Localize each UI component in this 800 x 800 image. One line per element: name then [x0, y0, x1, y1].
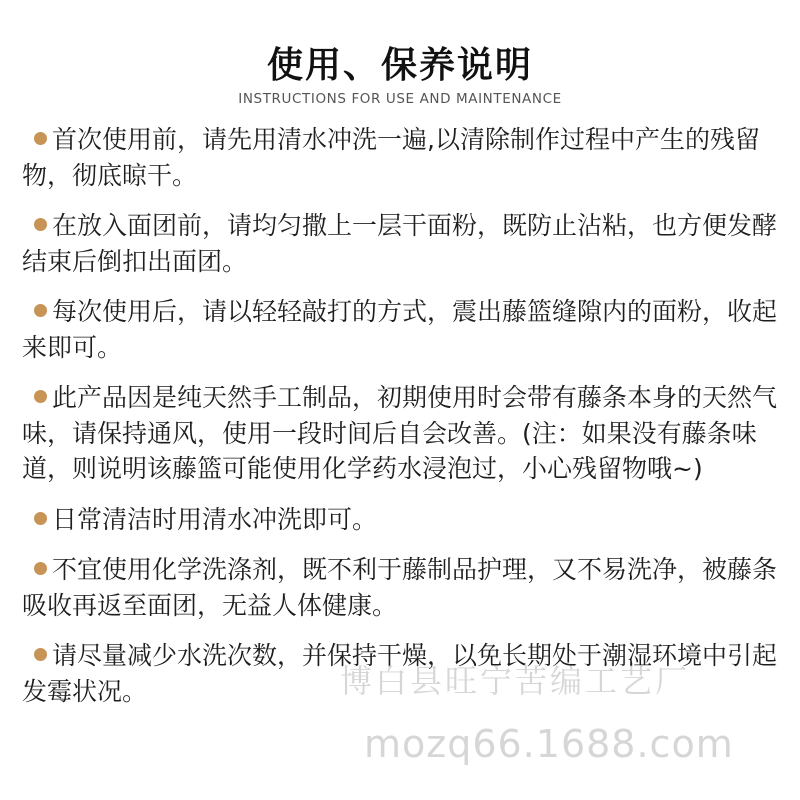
- instruction-text: 不宜使用化学洗涤剂，既不利于藤制品护理，又不易洗净，被藤条吸收再返至面团，无益人体健康。: [22, 555, 778, 620]
- bullet-dot-icon: [34, 390, 47, 403]
- instruction-text: 首次使用前，请先用清水冲洗一遍,以清除制作过程中产生的残留物，彻底晾干。: [22, 125, 760, 190]
- instruction-item: [22, 380, 782, 487]
- watermark-company: 博白县旺宁苦编工艺厂: [340, 662, 691, 700]
- instruction-text: 在放入面团前，请均匀撒上一层干面粉，既防止沾粘，也方便发酵结束后倒扣出面团。: [22, 211, 778, 276]
- instruction-text: 日常清洁时用清水冲洗即可。: [52, 504, 378, 534]
- instruction-item: [22, 294, 782, 365]
- bullet-dot-icon: [34, 218, 47, 231]
- bullet-dot-icon: [34, 512, 47, 525]
- bullet-dot-icon: [34, 648, 47, 661]
- instruction-item: [22, 638, 782, 709]
- bullet-dot-icon: [34, 132, 47, 145]
- instruction-text: 请尽量减少水洗次数，并保持干燥，以免长期处于潮湿环境中引起发霉状况。: [22, 641, 778, 706]
- page-title: 使用、保养说明: [266, 45, 533, 86]
- instruction-item: [22, 122, 782, 193]
- bullet-dot-icon: [34, 562, 47, 575]
- page-subtitle: INSTRUCTIONS FOR USE AND MAINTENANCE: [238, 91, 562, 107]
- instruction-text: 此产品因是纯天然手工制品，初期使用时会带有藤条本身的天然气味，请保持通风，使用一段时间后自会改善。(注：如果没有藤条味道，则说明该藤篮可能使用化学药水浸泡过，小心残留物哦~): [22, 383, 778, 483]
- watermark-url: mozq66.1688.com: [364, 722, 734, 766]
- instruction-item: [22, 208, 782, 279]
- instruction-item: [22, 552, 782, 623]
- bullet-dot-icon: [34, 304, 47, 317]
- instruction-text: 每次使用后，请以轻轻敲打的方式，震出藤篮缝隙内的面粉，收起来即可。: [22, 297, 778, 362]
- instruction-item: [22, 502, 782, 538]
- instruction-list: [22, 122, 782, 709]
